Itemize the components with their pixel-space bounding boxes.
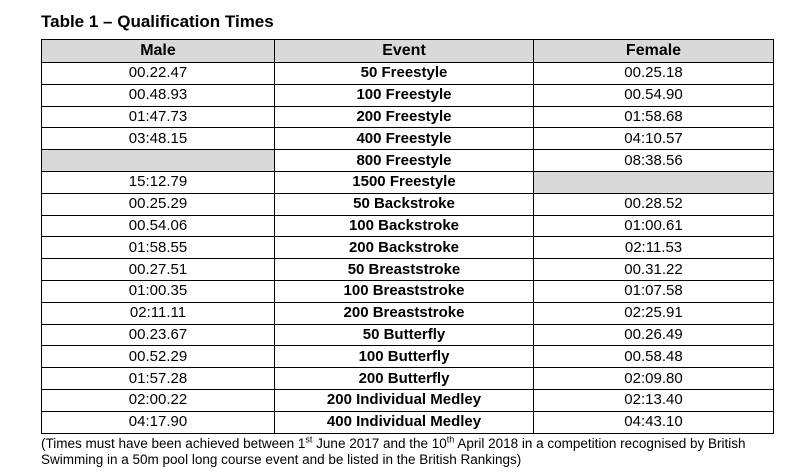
female-time-cell: 02:25.91: [534, 302, 774, 324]
event-cell: 1500 Freestyle: [275, 171, 534, 193]
male-time-cell: 00.54.06: [42, 215, 275, 237]
table-row: [42, 193, 774, 215]
event-cell: 50 Backstroke: [275, 193, 534, 215]
female-time-cell: 04:10.57: [534, 128, 774, 150]
event-cell: 50 Butterfly: [275, 324, 534, 346]
note-text-2: June 2017 and the 10: [312, 436, 447, 451]
female-time-cell: 04:43.10: [534, 411, 774, 433]
male-time-cell: 00.25.29: [42, 193, 275, 215]
note-text-1: (Times must have been achieved between 1: [41, 436, 306, 451]
note-text-3: April 2018 in a competition recognised by British Swimming in a 50m pool long course event and be listed in the British Rankings): [41, 436, 746, 467]
event-cell: 50 Breaststroke: [275, 259, 534, 281]
male-time-cell: 00.27.51: [42, 259, 275, 281]
table-row: [42, 302, 774, 324]
table-row: [42, 259, 774, 281]
note-sup-2: th: [446, 434, 455, 445]
male-time-cell: 00.52.29: [42, 346, 275, 368]
table-row: [42, 280, 774, 302]
qualification-times-table: [41, 39, 774, 434]
female-time-cell: 00.31.22: [534, 259, 774, 281]
event-cell: 200 Backstroke: [275, 237, 534, 259]
male-time-cell: 01:57.28: [42, 368, 275, 390]
male-time-cell: 02:11.11: [42, 302, 275, 324]
female-time-cell: [534, 171, 774, 193]
table-row: [42, 128, 774, 150]
table-body: [42, 63, 774, 434]
event-cell: 100 Butterfly: [275, 346, 534, 368]
female-time-cell: 00.26.49: [534, 324, 774, 346]
table-row: [42, 346, 774, 368]
event-cell: 100 Backstroke: [275, 215, 534, 237]
female-time-cell: 01:58.68: [534, 106, 774, 128]
male-time-cell: 15:12.79: [42, 171, 275, 193]
male-time-cell: 00.23.67: [42, 324, 275, 346]
male-time-cell: 03:48.15: [42, 128, 275, 150]
header-male: Male: [42, 40, 275, 63]
male-time-cell: 01:00.35: [42, 280, 275, 302]
event-cell: 100 Breaststroke: [275, 280, 534, 302]
table-title: Table 1 – Qualification Times: [41, 12, 274, 31]
table-row: [42, 389, 774, 411]
table-row: [42, 237, 774, 259]
female-time-cell: 01:00.61: [534, 215, 774, 237]
male-time-cell: 01:47.73: [42, 106, 275, 128]
male-time-cell: 00.22.47: [42, 63, 275, 85]
qualification-note: [41, 436, 781, 468]
male-time-cell: [42, 150, 275, 172]
table-row: [42, 63, 774, 85]
female-time-cell: 01:07.58: [534, 280, 774, 302]
event-cell: 200 Freestyle: [275, 106, 534, 128]
table-row: [42, 368, 774, 390]
male-time-cell: 00.48.93: [42, 84, 275, 106]
event-cell: 50 Freestyle: [275, 63, 534, 85]
female-time-cell: 00.28.52: [534, 193, 774, 215]
female-time-cell: 00.25.18: [534, 63, 774, 85]
female-time-cell: 02:09.80: [534, 368, 774, 390]
table-header-row: [42, 40, 774, 63]
female-time-cell: 02:13.40: [534, 389, 774, 411]
note-sup-1: st: [305, 434, 313, 445]
male-time-cell: 04:17.90: [42, 411, 275, 433]
event-cell: 200 Breaststroke: [275, 302, 534, 324]
event-cell: 200 Butterfly: [275, 368, 534, 390]
table-row: [42, 215, 774, 237]
event-cell: 200 Individual Medley: [275, 389, 534, 411]
table-row: [42, 150, 774, 172]
male-time-cell: 01:58.55: [42, 237, 275, 259]
event-cell: 400 Individual Medley: [275, 411, 534, 433]
table-row: [42, 106, 774, 128]
event-cell: 800 Freestyle: [275, 150, 534, 172]
table-row: [42, 171, 774, 193]
male-time-cell: 02:00.22: [42, 389, 275, 411]
event-cell: 100 Freestyle: [275, 84, 534, 106]
table-row: [42, 324, 774, 346]
table-row: [42, 84, 774, 106]
header-female: Female: [534, 40, 774, 63]
female-time-cell: 08:38.56: [534, 150, 774, 172]
female-time-cell: 00.54.90: [534, 84, 774, 106]
header-event: Event: [275, 40, 534, 63]
table-row: [42, 411, 774, 433]
female-time-cell: 00.58.48: [534, 346, 774, 368]
event-cell: 400 Freestyle: [275, 128, 534, 150]
female-time-cell: 02:11.53: [534, 237, 774, 259]
